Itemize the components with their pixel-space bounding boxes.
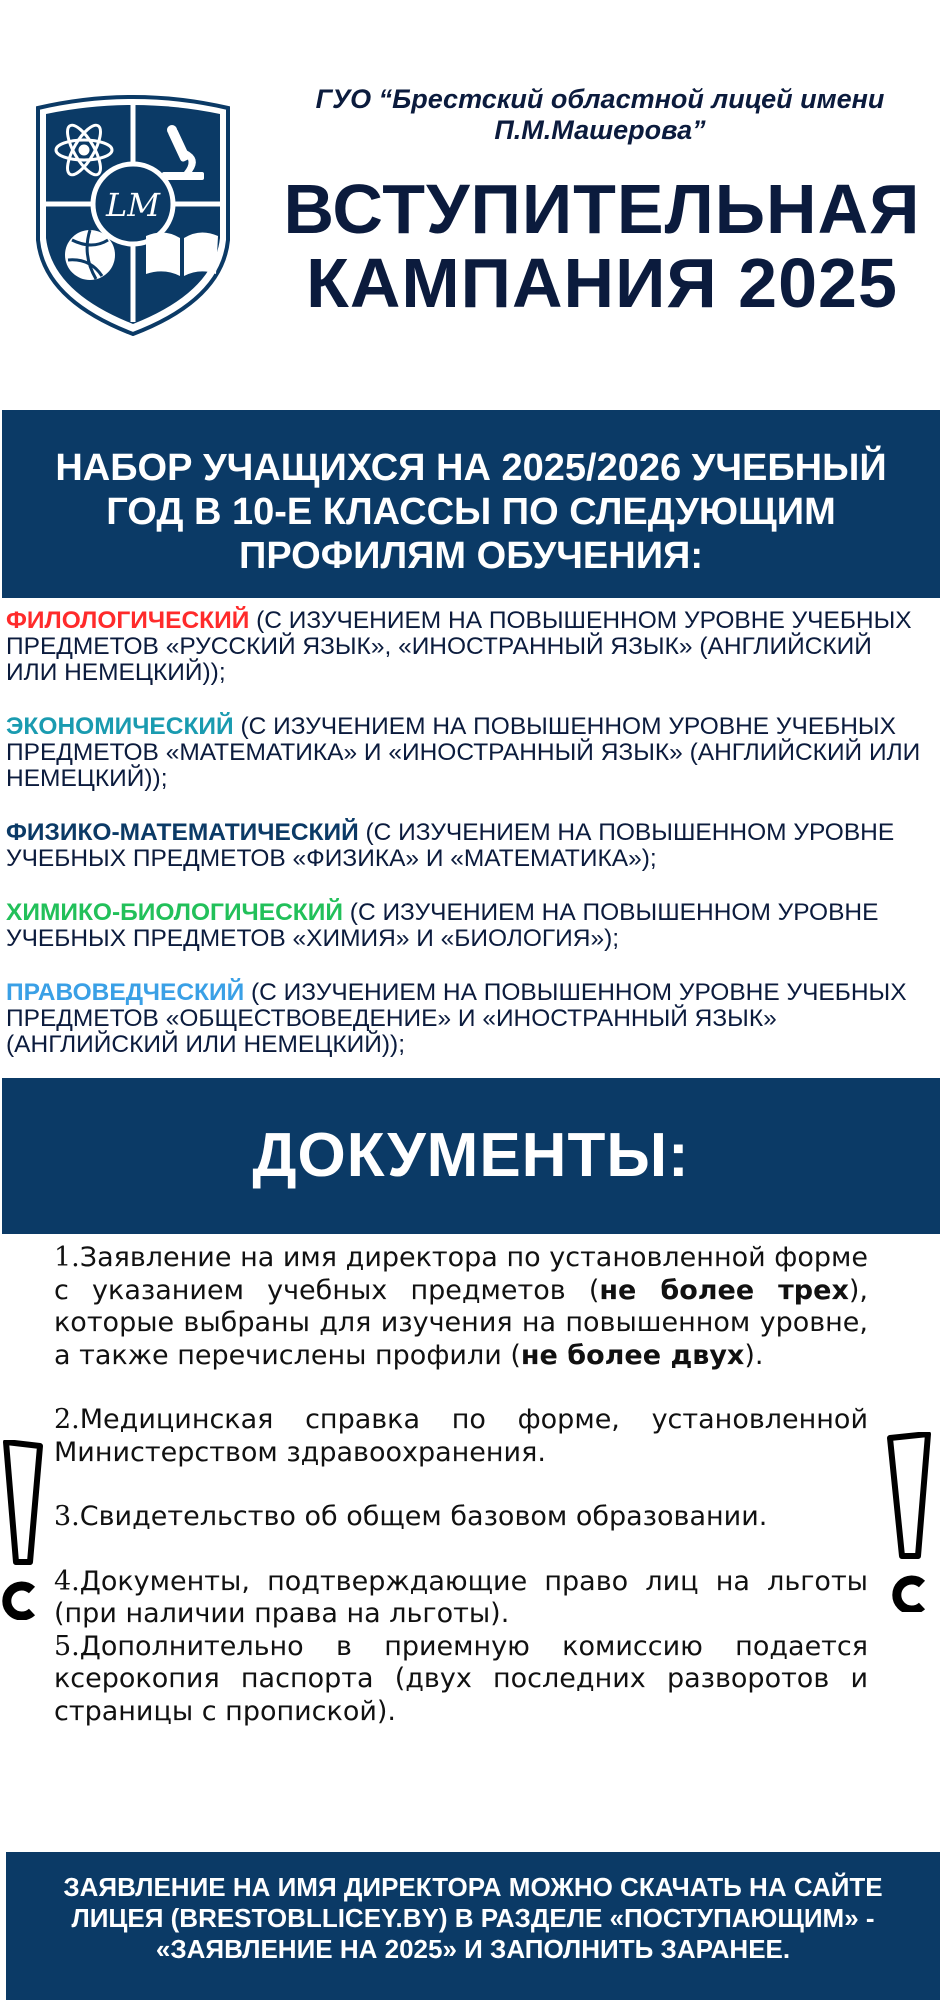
header	[0, 0, 943, 380]
lyceum-crest-logo	[32, 90, 234, 336]
item-text: Дополнительно в приемную комиссию подается ксерокопия паспорта (двух последних разворотов и страницы с пропиской).	[54, 1630, 868, 1727]
title-line-1: ВСТУПИТЕЛЬНАЯ	[283, 170, 921, 248]
item-text: ).	[744, 1339, 764, 1371]
document-item-1	[54, 1242, 868, 1372]
document-item-4	[54, 1566, 868, 1631]
documents-banner	[2, 1078, 940, 1234]
footer-notice-banner	[6, 1852, 940, 2000]
item-emphasis: не более трех	[599, 1274, 849, 1306]
profile-name: ФИЛОЛОГИЧЕСКИЙ	[6, 607, 250, 634]
profile-details: (С ИЗУЧЕНИЕМ НА ПОВЫШЕННОМ УРОВНЕ УЧЕБНЫХ ПРЕДМЕТОВ «ХИМИЯ» И «БИОЛОГИЯ»);	[6, 899, 879, 952]
profile-name: ЭКОНОМИЧЕСКИЙ	[6, 713, 234, 740]
profile-details: (С ИЗУЧЕНИЕМ НА ПОВЫШЕННОМ УРОВНЕ УЧЕБНЫХ ПРЕДМЕТОВ «ФИЗИКА» И «МАТЕМАТИКА»);	[6, 819, 895, 872]
admission-heading: НАБОР УЧАЩИХСЯ НА 2025/2026 УЧЕБНЫЙ ГОД В 10-Е КЛАССЫ ПО СЛЕДУЮЩИМ ПРОФИЛЯМ ОБУЧЕНИЯ:	[55, 447, 887, 577]
document-item-2	[54, 1404, 868, 1469]
documents-list	[54, 1242, 868, 1728]
profile-economic	[6, 714, 926, 792]
profile-details: (С ИЗУЧЕНИЕМ НА ПОВЫШЕННОМ УРОВНЕ УЧЕБНЫХ ПРЕДМЕТОВ «МАТЕМАТИКА» И «ИНОСТРАННЫЙ ЯЗЫК» (АНГЛИЙСКИЙ ИЛИ НЕМЕЦКИЙ));	[6, 713, 921, 792]
item-number: 4.	[54, 1565, 80, 1597]
title-line-2: КАМПАНИЯ 2025	[306, 244, 898, 322]
item-number: 5.	[54, 1630, 80, 1662]
item-text: Медицинская справка по форме, установленной Министерством здравоохранения.	[54, 1404, 868, 1468]
item-number: 1.	[54, 1242, 80, 1273]
profile-details: (С ИЗУЧЕНИЕМ НА ПОВЫШЕННОМ УРОВНЕ УЧЕБНЫХ ПРЕДМЕТОВ «РУССКИЙ ЯЗЫК», «ИНОСТРАННЫЙ ЯЗЫК» (АНГЛИЙСКИЙ ИЛИ НЕМЕЦКИЙ));	[6, 607, 912, 686]
page-title	[262, 172, 942, 320]
document-item-3	[54, 1501, 868, 1534]
documents-heading: ДОКУМЕНТЫ:	[252, 1121, 690, 1190]
profile-name: ХИМИКО-БИОЛОГИЧЕСКИЙ	[6, 899, 343, 926]
profile-name: ФИЗИКО-МАТЕМАТИЧЕСКИЙ	[6, 819, 359, 846]
item-emphasis: не более двух	[520, 1339, 745, 1371]
document-item-5	[54, 1631, 868, 1729]
profile-name: ПРАВОВЕДЧЕСКИЙ	[6, 979, 245, 1006]
item-text: Заявление на имя директора по установленной форме с указанием учебных предметов (	[54, 1242, 868, 1306]
volleyball-icon	[65, 230, 115, 280]
profile-physics-math	[6, 820, 926, 872]
exclamation-mark-icon	[0, 1440, 46, 1620]
profile-philological	[6, 608, 926, 686]
profile-details: (С ИЗУЧЕНИЕМ НА ПОВЫШЕННОМ УРОВНЕ УЧЕБНЫХ ПРЕДМЕТОВ «ОБЩЕСТВОВЕДЕНИЕ» И «ИНОСТРАННЫЙ ЯЗЫК» (АНГЛИЙСКИЙ ИЛИ НЕМЕЦКИЙ));	[6, 979, 907, 1058]
organization-name: ГУО “Брестский областной лицей имени П.М.Машерова”	[315, 84, 885, 145]
item-text: Свидетельство об общем базовом образовании.	[79, 1501, 768, 1532]
item-number: 2.	[54, 1404, 80, 1435]
item-number: 3.	[54, 1501, 80, 1532]
profiles-list	[6, 608, 926, 1086]
footer-notice: ЗАЯВЛЕНИЕ НА ИМЯ ДИРЕКТОРА МОЖНО СКАЧАТЬ НА САЙТЕ ЛИЦЕЯ (BRESTOBLLICEY.BY) В РАЗДЕЛЕ «ПОСТУПАЮЩИМ» - «ЗАЯВЛЕНИЕ НА 2025» И ЗАПОЛНИТЬ ЗАРАНЕЕ.	[63, 1872, 883, 1964]
item-text: Документы, подтверждающие право лиц на льготы (при наличии права на льготы).	[54, 1565, 868, 1629]
admission-banner	[2, 410, 940, 598]
item-text: ), которые выбраны для изучения на повышенном уровне, а также перечислены профили (	[54, 1274, 868, 1371]
crest-monogram: LM	[105, 186, 161, 224]
profile-law	[6, 980, 926, 1058]
profile-chemistry-biology	[6, 900, 926, 952]
exclamation-mark-icon	[884, 1432, 934, 1612]
